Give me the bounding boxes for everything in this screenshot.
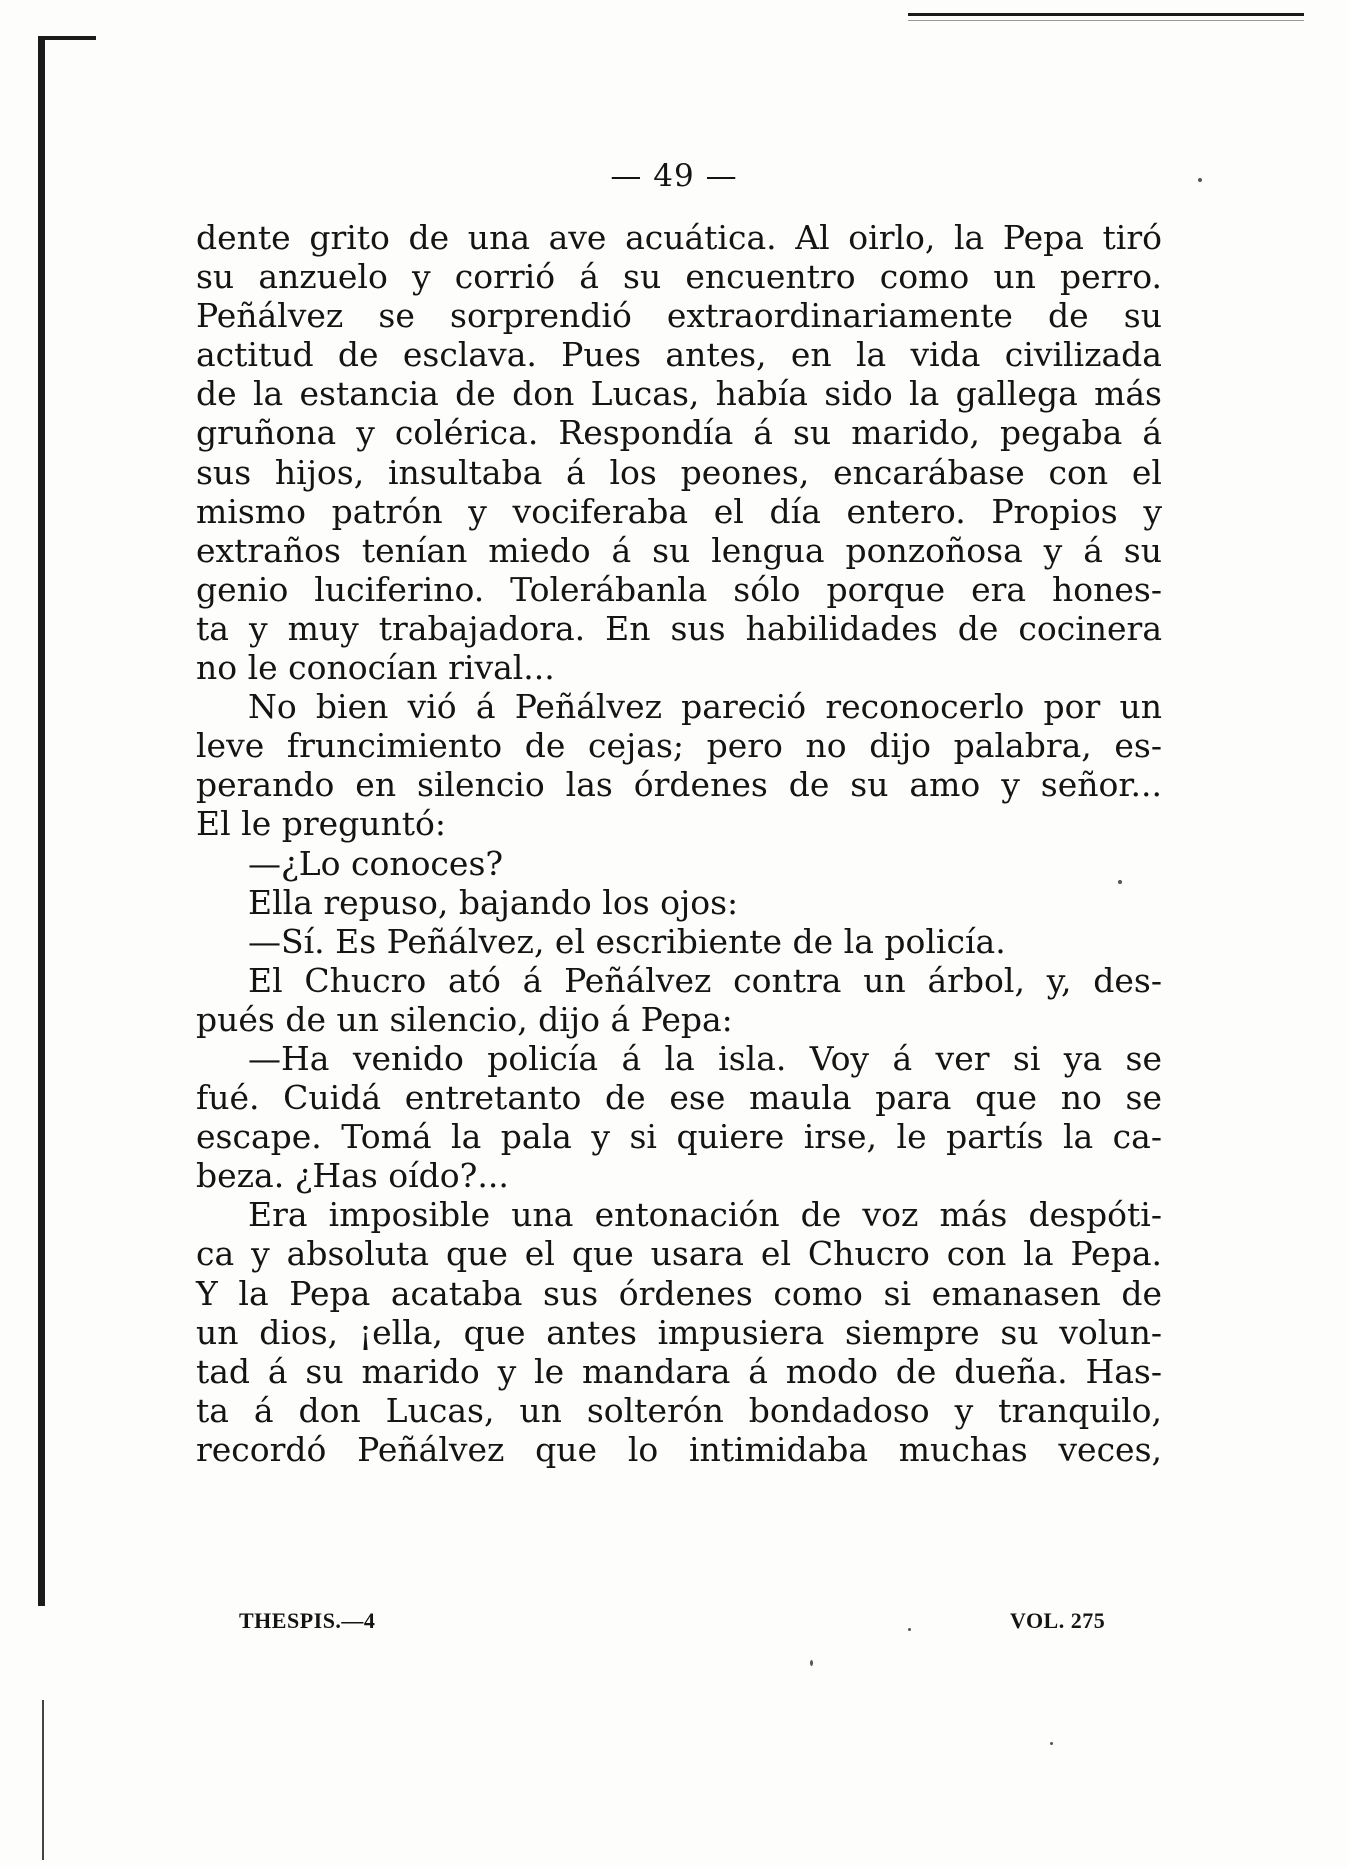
text-line: Peñálvez se sorprendió extraordinariamente de su (196, 296, 1162, 336)
footer-volume: VOL. 275 (1010, 1608, 1106, 1633)
scan-top-rule (908, 13, 1304, 16)
text-line: tad á su marido y le mandara á modo de dueña. Has- (196, 1351, 1162, 1391)
page-number: — 49 — (610, 158, 738, 194)
text-line: —Ha venido policía á la isla. Voy á ver si ya se (248, 1038, 1162, 1078)
text-line: —¿Lo conoces? (248, 843, 504, 883)
text-line: un dios, ¡ella, que antes impusiera siempre su volun- (196, 1312, 1162, 1352)
text-line: de la estancia de don Lucas, había sido la gallega más (196, 374, 1162, 414)
text-line: El le preguntó: (196, 804, 447, 844)
text-line: fué. Cuidá entretanto de ese maula para que no se (196, 1078, 1162, 1118)
scan-speck (908, 1628, 911, 1631)
text-line: extraños tenían miedo á su lengua ponzoñosa y á su (196, 530, 1162, 570)
scan-left-edge-lower (42, 1700, 44, 1860)
text-line: gruñona y colérica. Respondía á su marido, pegaba á (196, 413, 1162, 453)
text-line: El Chucro ató á Peñálvez contra un árbol, y, des- (248, 960, 1162, 1000)
text-line: Y la Pepa acataba sus órdenes como si emanasen de (196, 1273, 1162, 1313)
text-line: ta á don Lucas, un solterón bondadoso y tranquilo, (196, 1390, 1162, 1430)
text-line: mismo patrón y vociferaba el día entero. Propios y (196, 491, 1162, 531)
text-line: pués de un silencio, dijo á Pepa: (196, 999, 733, 1039)
scan-left-edge (38, 36, 45, 1606)
text-line: sus hijos, insultaba á los peones, encarábase con el (196, 452, 1162, 492)
text-line: ca y absoluta que el que usara el Chucro con la Pepa. (196, 1234, 1162, 1274)
text-line: leve fruncimiento de cejas; pero no dijo palabra, es- (196, 726, 1162, 766)
text-line: Ella repuso, bajando los ojos: (248, 882, 739, 922)
text-line: actitud de esclava. Pues antes, en la vida civilizada (196, 335, 1162, 375)
text-line: beza. ¿Has oído?... (196, 1156, 509, 1196)
scan-speck (1050, 1742, 1053, 1745)
text-line: dente grito de una ave acuática. Al oirlo, la Pepa tiró (196, 218, 1162, 257)
text-line: perando en silencio las órdenes de su amo y señor... (196, 765, 1162, 805)
text-line: —Sí. Es Peñálvez, el escribiente de la policía. (248, 921, 1006, 961)
text-line: genio luciferino. Tolerábanla sólo porque era hones- (196, 569, 1162, 609)
scan-edge-corner (38, 36, 96, 40)
footer-signature: THESPIS.—4 (239, 1608, 376, 1633)
text-line: Era imposible una entonación de voz más despóti- (248, 1195, 1162, 1235)
text-line: recordó Peñálvez que lo intimidaba muchas veces, (196, 1429, 1162, 1469)
body-text (196, 218, 1162, 1469)
text-line: No bien vió á Peñálvez pareció reconocerlo por un (248, 687, 1162, 727)
text-line: no le conocían rival... (196, 648, 555, 688)
text-line: su anzuelo y corrió á su encuentro como un perro. (196, 257, 1162, 297)
text-line: escape. Tomá la pala y si quiere irse, le partís la ca- (196, 1117, 1162, 1157)
text-line: ta y muy trabajadora. En sus habilidades de cocinera (196, 608, 1162, 648)
scan-top-rule-thin (908, 20, 1304, 21)
scan-speck (810, 1660, 813, 1666)
